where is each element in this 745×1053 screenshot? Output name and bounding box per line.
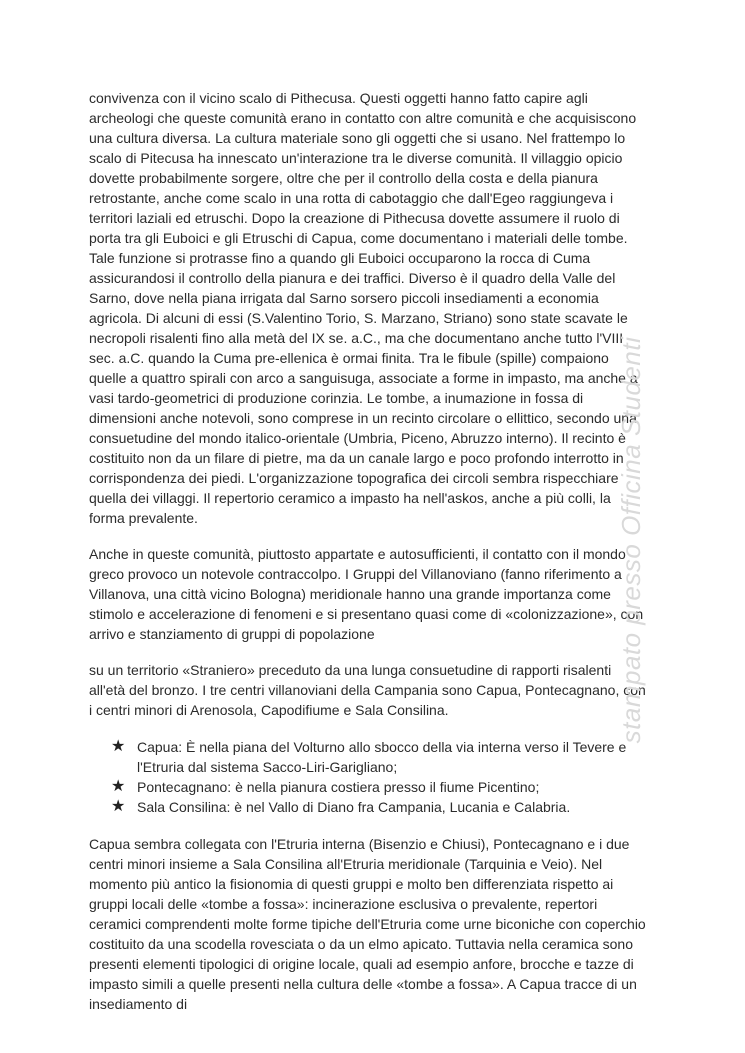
star-bullet-icon: ★: [111, 798, 126, 815]
paragraph-2: Anche in queste comunità, piuttosto appartate e autosufficienti, il contatto con il mondo greco provoco un notevole contraccolpo. I Gruppi del Villanoviano (fanno riferimento a Villanova, una città vicino Bologna) meridionale hanno una grande importanza come stimolo e accelerazione di fenomeni e si presentano quasi come di «colonizzazione», con arrivo e stanziamento di gruppi di popolazione: [89, 546, 644, 642]
list-item-text: Pontecagnano: è nella pianura costiera presso il fiume Picentino;: [137, 779, 540, 795]
star-bullet-icon: ★: [111, 778, 126, 795]
watermark-text: stampato presso Officina Studenti: [616, 336, 646, 744]
list-item-text: Sala Consilina: è nel Vallo di Diano fra Campania, Lucania e Calabria.: [137, 799, 571, 815]
document-page: [89, 88, 649, 1014]
paragraph-1: convivenza con il vicino scalo di Pithecusa. Questi oggetti hanno fatto capire agli archeologi che queste comunità erano in contatto con altre comunità e che acquisiscono una cultura diversa. La cultura materiale sono gli oggetti che si usano. Nel frattempo lo scalo di Pitecusa ha innescato un'interazione tra le diverse comunità. Il villaggio opicio dovette probabilmente sorgere, oltre che per il controllo della costa e della pianura retrostante, anche come scalo in una rotta di cabotaggio che dall'Egeo raggiungeva i territori laziali ed etruschi. Dopo la creazione di Pithecusa dovette assumere il ruolo di porta tra gli Euboici e gli Etruschi di Capua, come documentano i materiali delle tombe. Tale funzione si protrasse fino a quando gli Euboici occuparono la rocca di Cuma assicurandosi il controllo della pianura e dei traffici. Diverso è il quadro della Valle del Sarno, dove nella piana irrigata dal Sarno sorsero piccoli insediamenti a economia agricola. Di alcuni di essi (S.Valentino Torio, S. Marzano, Striano) sono state scavate le necropoli risalenti fino alla metà del IX se. a.C., ma che documentano anche tutto l'VIII sec. a.C. quando la Cuma pre-ellenica è ormai finita. Tra le fibule (spille) compaiono quelle a quattro spirali con arco a sanguisuga, associate a forme in impasto, ma anche a vasi tardo-geometrici di produzione corinzia. Le tombe, a inumazione in fossa di dimensioni anche notevoli, sono comprese in un recinto circolare o ellittico, secondo una consuetudine del mondo italico-orientale (Umbria, Piceno, Abruzzo interno). Il recinto è costituito non da un filare di pietre, ma da un canale largo e poco profondo interrotto in corrispondenza dei piedi. L'organizzazione topografica dei circoli sembra rispecchiare quella dei villaggi. Il repertorio ceramico a impasto ha nell'askos, anche a più colli, la forma prevalente.: [89, 90, 638, 526]
star-bullet-icon: ★: [111, 738, 126, 755]
list-item: [89, 797, 649, 817]
list-item: [89, 777, 649, 797]
list-item-text: Capua: È nella piana del Volturno allo sbocco della via interna verso il Tevere e l'Etruria dal sistema Sacco-Liri-Garigliano;: [137, 739, 627, 775]
centers-list: [89, 737, 649, 817]
paragraph-3: su un territorio «Straniero» preceduto da una lunga consuetudine di rapporti risalenti all'età del bronzo. I tre centri villanoviani della Campania sono Capua, Pontecagnano, con i centri minori di Arenosola, Capodifiume e Sala Consilina.: [89, 662, 646, 718]
list-item: [89, 737, 649, 777]
paragraph-4: Capua sembra collegata con l'Etruria interna (Bisenzio e Chiusi), Pontecagnano e i due centri minori insieme a Sala Consilina all'Etruria meridionale (Tarquinia e Veio). Nel momento più antico la fisionomia di questi gruppi e molto ben differenziata rispetto ai gruppi locali delle «tombe a fossa»: incinerazione esclusiva o prevalente, repertori ceramici comprendenti molte forme tipiche dell'Etruria come urne biconiche con coperchio costituito da una scodella rovesciata o da un elmo apicato. Tuttavia nella ceramica sono presenti elementi tipologici di origine locale, quali ad esempio anfore, brocche e tazze di impasto simili a quelle presenti nella cultura delle «tombe a fossa». A Capua tracce di un insediamento di: [89, 836, 646, 1012]
